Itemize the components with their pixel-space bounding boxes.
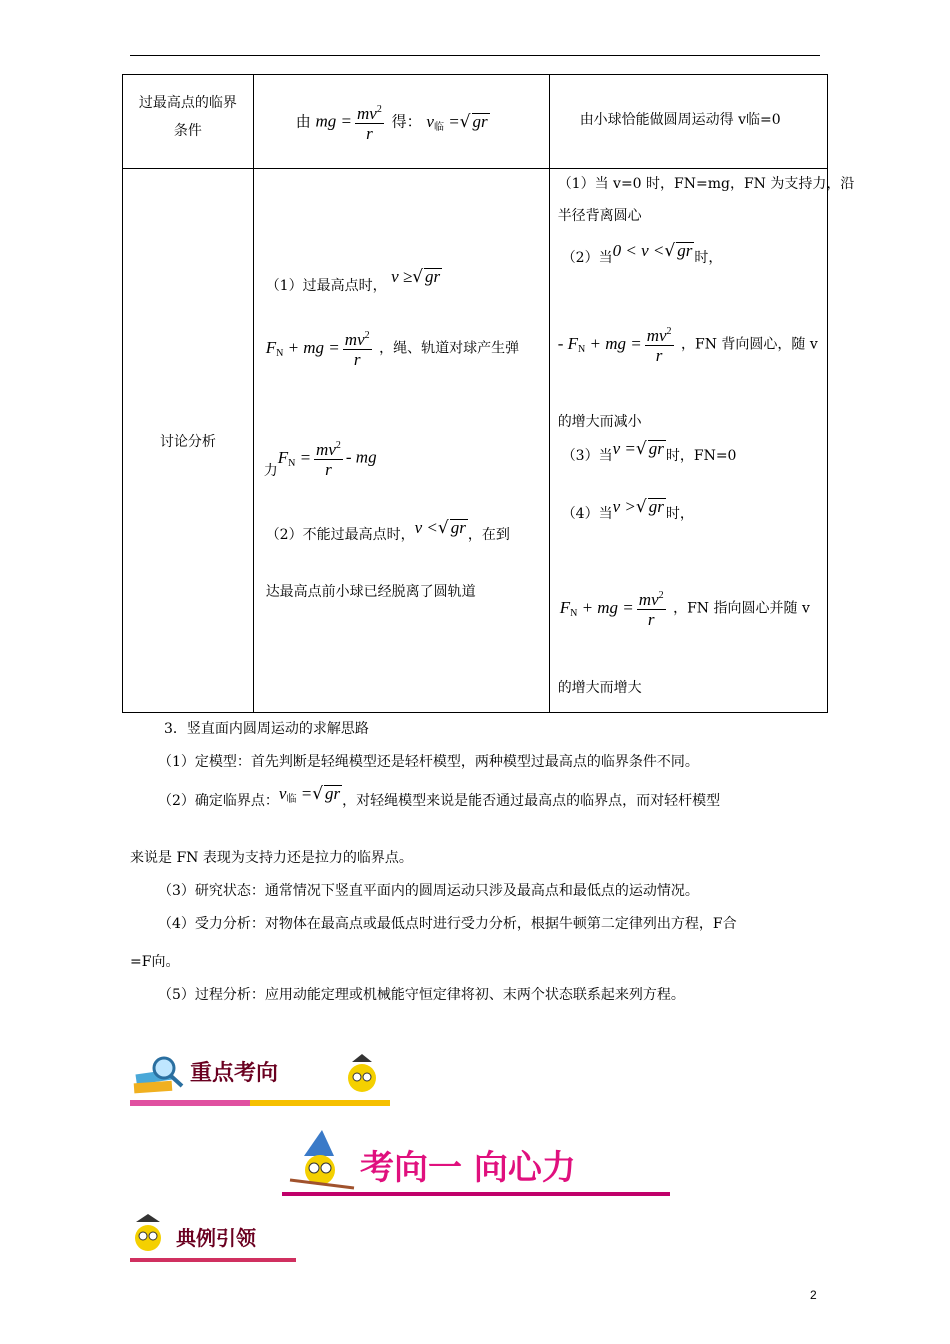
col3-s2: （2）当0 < v <√ gr 时，	[561, 241, 723, 266]
summary-table	[122, 74, 855, 713]
col2-force-word: 力	[263, 462, 278, 479]
col3-s4-after: ，FN 指向圆心并随 v	[673, 600, 810, 617]
banner-key-directions	[130, 1050, 390, 1108]
critical-formula: 由 mg = $\frac{mv^2}{r}$ 得： $v_临$ =√ gr	[296, 101, 490, 144]
col3-s1-line2: 半径背离圆心	[557, 208, 642, 224]
col2-p2: （2）不能过最高点时，v <√ gr ，在到	[265, 518, 510, 543]
col3-s2-after: ，FN 背向圆心，随 v	[680, 336, 818, 353]
col3-s4: （4）当v >√ gr 时，	[561, 497, 694, 522]
col3-s4-suffix: 时，	[665, 506, 694, 522]
section-p2-prefix: （2）确定临界点：	[158, 793, 279, 809]
discussion-col2	[253, 169, 549, 713]
col3-s3-suffix: 时，FN=0	[665, 448, 737, 464]
critical-label-text: 过最高点的临界条件	[138, 95, 237, 139]
header-rule	[130, 55, 820, 56]
col2-force-eq1: $F_N$ + mg = $\frac{mv^2}{r}$ ，绳、轨道对球产生弹	[266, 327, 519, 370]
col2-p2-line2: 达最高点前小球已经脱离了圆轨道	[265, 584, 476, 600]
col3-s2-suffix: 时，	[694, 250, 723, 266]
page-number: 2	[810, 1288, 817, 1302]
col2-p1: （1）过最高点时， v ≥√ gr	[265, 267, 441, 294]
section-heading: 3．竖直面内圆周运动的求解思路	[164, 721, 369, 737]
row-label-discussion	[123, 169, 254, 713]
banner-example	[130, 1212, 296, 1264]
col2-p2-text: （2）不能过最高点时，	[265, 527, 415, 543]
section-p3: （3）研究状态：通常情况下竖直平面内的圆周运动只涉及最高点和最低点的运动情况。	[158, 883, 699, 899]
banner-key-directions-text: 重点考向	[190, 1061, 279, 1086]
formula-prefix: 由	[295, 112, 311, 131]
discussion-col3	[549, 169, 855, 713]
formula-mid: 得：	[391, 112, 422, 131]
section-p5: （5）过程分析：应用动能定理或机械能守恒定律将初、末两个状态联系起来列方程。	[158, 987, 685, 1003]
section-p2: （2）确定临界点：$v_临$ =√ gr ，对轻绳模型来说是能否通过最高点的临界点，而对轻杆模型	[158, 784, 721, 809]
col2-p2-after: ，在到	[467, 527, 510, 543]
col2-p1-text: （1）过最高点时，	[265, 278, 387, 294]
banner-direction-one-text: 考向一 向心力	[360, 1148, 576, 1188]
col3-s4-eq: $F_N$ + mg = $\frac{mv^2}{r}$ ，FN 指向圆心并随 v	[560, 587, 810, 630]
col2-p1-after: ，绳、轨道对球产生弹	[379, 340, 520, 357]
table-row-discussion	[123, 169, 828, 713]
col3-s1-line1: （1）当 v=0 时，FN=mg，FN 为支持力，沿	[557, 176, 855, 192]
col3-s2-line3: 的增大而减小	[557, 414, 642, 430]
col3-s3: （3）当v =√ gr 时，FN=0	[561, 439, 737, 464]
col3-s4-prefix: （4）当	[561, 506, 613, 522]
critical-conclusion: 由小球恰能做圆周运动得 v临=0	[579, 112, 781, 128]
col3-s4-line3: 的增大而增大	[557, 680, 642, 696]
banner-direction-one	[282, 1130, 670, 1198]
col3-s3-prefix: （3）当	[561, 448, 613, 464]
critical-conclusion-cell	[549, 75, 827, 169]
section-p2-suffix: ，对轻绳模型来说是能否通过最高点的临界点，而对轻杆模型	[342, 793, 721, 809]
col3-s2-prefix: （2）当	[561, 250, 613, 266]
col3-s2-eq: - $F_N$ + mg = $\frac{mv^2}{r}$ ，FN 背向圆心，随 v	[558, 323, 818, 366]
table-row-critical-condition	[123, 75, 828, 169]
section-p4-line2: =F向。	[130, 954, 180, 970]
section-p1: （1）定模型：首先判断是轻绳模型还是轻杆模型，两种模型过最高点的临界条件不同。	[158, 754, 699, 770]
discussion-label-text: 讨论分析	[159, 433, 216, 450]
section-p4-line1: （4）受力分析：对物体在最高点或最低点时进行受力分析，根据牛顿第二定律列出方程，F合	[158, 916, 737, 932]
row-label-critical	[123, 75, 254, 169]
col2-force-eq2: 力$F_N$ = $\frac{mv^2}{r}$ - mg	[264, 437, 377, 480]
banner-example-text: 典例引领	[176, 1226, 256, 1250]
section-p2-line2: 来说是 FN 表现为支持力还是拉力的临界点。	[130, 850, 413, 866]
critical-formula-cell	[253, 75, 549, 169]
